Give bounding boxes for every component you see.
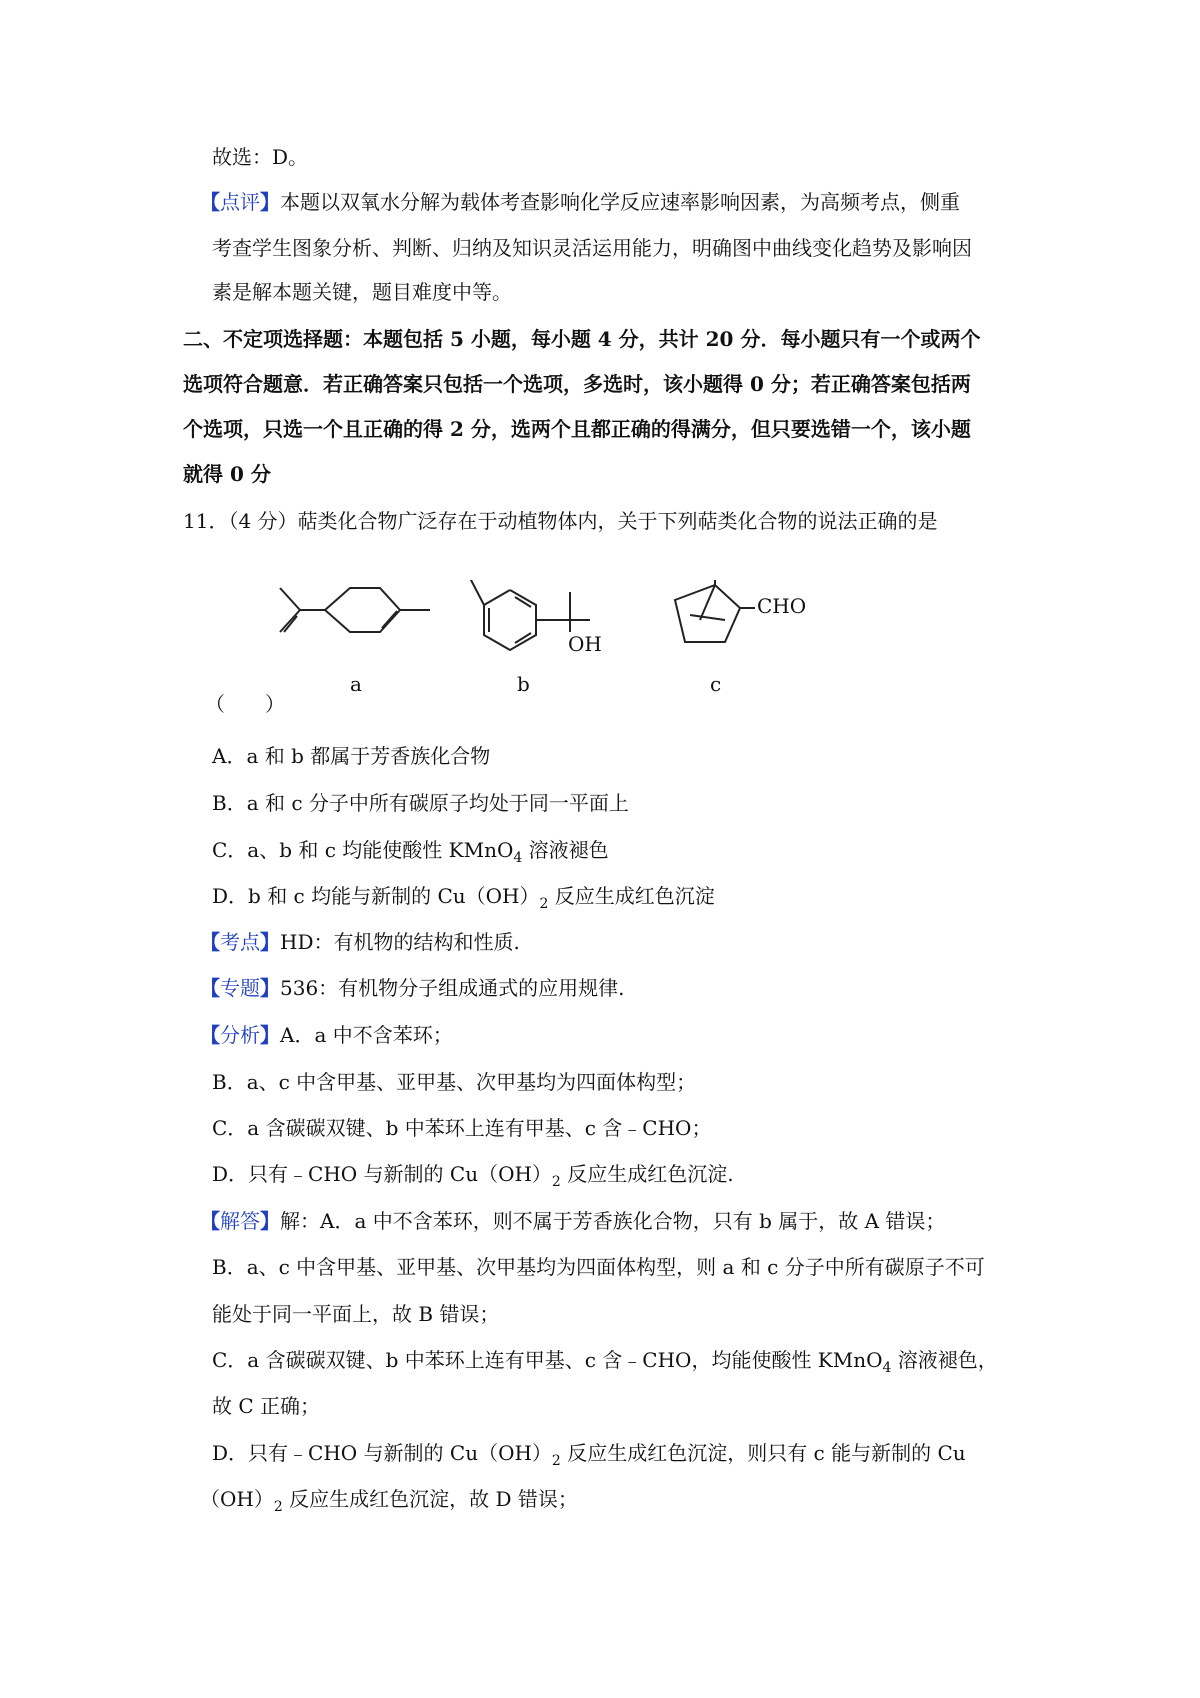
- jieda-d1: [212, 1439, 966, 1467]
- jieda-line: [200, 1207, 945, 1235]
- fenxi-d: [212, 1160, 734, 1188]
- section2-line-1: 二、不定项选择题：本题包括 5 小题，每小题 4 分，共计 20 分．每小题只有一个或两个: [183, 327, 981, 351]
- struct-label-c: c: [710, 672, 722, 696]
- section2-line-4: 就得 0 分: [183, 462, 271, 486]
- jieda-d1-sub: 2: [551, 1453, 561, 1469]
- tag-bracket-open: 【: [200, 1209, 220, 1233]
- kaodian-line: [200, 928, 520, 956]
- option-d-pre: D．b 和 c 均能与新制的 Cu（OH）: [212, 884, 540, 908]
- structure-c: [675, 580, 755, 642]
- jieda-b1: B．a、c 中含甲基、亚甲基、次甲基均为四面体构型，则 a 和 c 分子中所有碳原子不可: [212, 1255, 985, 1279]
- section2-line-2: 选项符合题意．若正确答案只包括一个选项，多选时，该小题得 0 分；若正确答案包括两: [183, 372, 971, 396]
- tag-bracket-open: 【: [200, 1023, 220, 1047]
- q11-stem: 11．（4 分）萜类化合物广泛存在于动植物体内，关于下列萜类化合物的说法正确的是: [183, 509, 938, 533]
- review-line-3: 素是解本题关键，题目难度中等。: [212, 280, 512, 304]
- fenxi-c: C．a 含碳碳双键、b 中苯环上连有甲基、c 含﹣CHO；: [212, 1116, 712, 1140]
- section2-line-3: 个选项，只选一个且正确的得 2 分，选两个且都正确的得满分，但只要选错一个，该小题: [183, 417, 971, 441]
- review-line-1: [200, 188, 960, 216]
- jieda-d1-post: 反应生成红色沉淀，则只有 c 能与新制的 Cu: [560, 1441, 966, 1465]
- option-c-post: 溶液褪色: [522, 838, 609, 862]
- fenxi-line: [200, 1021, 453, 1049]
- tag-bracket-close: 】: [260, 190, 280, 214]
- kaodian-tag: 考点: [220, 930, 260, 954]
- option-d: [212, 882, 715, 910]
- conclusion-text: 故选：D。: [212, 145, 309, 169]
- kaodian-text: HD：有机物的结构和性质.: [280, 930, 520, 954]
- fenxi-tag: 分析: [220, 1023, 260, 1047]
- answer-paren: （ ）: [205, 692, 285, 716]
- zhuanti-tag: 专题: [220, 976, 260, 1000]
- jieda-d1-pre: D．只有﹣CHO 与新制的 Cu（OH）: [212, 1441, 552, 1465]
- tag-bracket-open: 【: [200, 190, 220, 214]
- jieda-tag: 解答: [220, 1209, 260, 1233]
- jieda-c1-sub: 4: [882, 1360, 892, 1376]
- jieda-c1: [212, 1346, 998, 1374]
- jieda-d2-post: 反应生成红色沉淀，故 D 错误；: [282, 1487, 578, 1511]
- struct-oh: OH: [568, 632, 602, 656]
- option-c-pre: C．a、b 和 c 均能使酸性 KMnO: [212, 838, 514, 862]
- option-c-sub: 4: [513, 850, 523, 866]
- struct-label-a: a: [350, 672, 362, 696]
- option-d-sub: 2: [539, 896, 549, 912]
- structure-a: [280, 588, 430, 632]
- review-text-1: 本题以双氧水分解为载体考查影响化学反应速率影响因素，为高频考点，侧重: [280, 190, 960, 214]
- fenxi-d-sub: 2: [551, 1174, 561, 1190]
- fenxi-a: A．a 中不含苯环；: [280, 1023, 453, 1047]
- option-b: B．a 和 c 分子中所有碳原子均处于同一平面上: [212, 791, 629, 815]
- tag-bracket-open: 【: [200, 930, 220, 954]
- tag-bracket-close: 】: [260, 1209, 280, 1233]
- tag-bracket-close: 】: [260, 976, 280, 1000]
- tag-bracket-close: 】: [260, 1023, 280, 1047]
- jieda-d2-sub: 2: [273, 1499, 283, 1515]
- jieda-a: 解：A．a 中不含苯环，则不属于芳香族化合物，只有 b 属于，故 A 错误；: [280, 1209, 946, 1233]
- zhuanti-text: 536：有机物分子组成通式的应用规律.: [280, 976, 625, 1000]
- option-d-post: 反应生成红色沉淀: [548, 884, 715, 908]
- jieda-c2: 故 C 正确；: [212, 1394, 321, 1418]
- structures-figure: [270, 580, 890, 710]
- review-tag: 点评: [220, 190, 260, 214]
- option-a: A．a 和 b 都属于芳香族化合物: [212, 744, 491, 768]
- struct-cho: CHO: [757, 594, 807, 618]
- jieda-c1-pre: C．a 含碳碳双键、b 中苯环上连有甲基、c 含﹣CHO，均能使酸性 KMnO: [212, 1348, 883, 1372]
- fenxi-b: B．a、c 中含甲基、亚甲基、次甲基均为四面体构型；: [212, 1070, 697, 1094]
- fenxi-d-post: 反应生成红色沉淀.: [560, 1162, 734, 1186]
- jieda-b2: 能处于同一平面上，故 B 错误；: [212, 1302, 500, 1326]
- option-c: [212, 836, 609, 864]
- jieda-d2-pre: （OH）: [200, 1487, 274, 1511]
- struct-label-b: b: [517, 672, 530, 696]
- review-line-2: 考查学生图象分析、判断、归纳及知识灵活运用能力，明确图中曲线变化趋势及影响因: [212, 236, 972, 260]
- tag-bracket-open: 【: [200, 976, 220, 1000]
- jieda-d2: [200, 1485, 578, 1513]
- jieda-c1-post: 溶液褪色，: [891, 1348, 998, 1372]
- fenxi-d-pre: D．只有﹣CHO 与新制的 Cu（OH）: [212, 1162, 552, 1186]
- zhuanti-line: [200, 974, 625, 1002]
- tag-bracket-close: 】: [260, 930, 280, 954]
